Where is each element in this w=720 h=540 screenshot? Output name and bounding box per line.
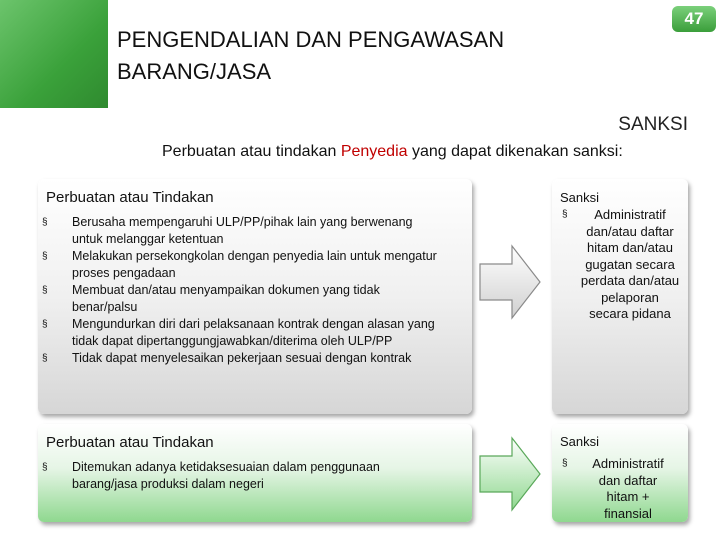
sanction-list-1 xyxy=(562,207,680,323)
section-subtitle: SANKSI xyxy=(618,114,688,135)
intro-before: Perbuatan atau tindakan xyxy=(162,143,341,160)
intro-highlight: Penyedia xyxy=(340,143,408,160)
list-item: § Berusaha mempengaruhi ULP/PP/pihak lain yang berwenang untuk melanggar ketentuan xyxy=(42,215,413,246)
bullet-icon: § xyxy=(562,209,568,220)
bullet-icon: § xyxy=(42,251,48,262)
list-item: § Administratif dan daftar hitam + finansial xyxy=(562,456,664,521)
decorative-green-bar xyxy=(0,0,108,108)
bullet-icon: § xyxy=(562,458,568,469)
intro-after: yang dapat dikenakan sanksi: xyxy=(407,143,623,160)
list-item: § Mengundurkan diri dari pelaksanaan kontrak dengan alasan yang tidak dapat dipertanggungjawabkan/diterima oleh ULP/PP xyxy=(42,317,435,348)
actions-panel-1-heading: Perbuatan atau Tindakan xyxy=(46,189,214,206)
intro-text xyxy=(162,143,623,161)
actions-list-2 xyxy=(42,459,442,493)
actions-list-1 xyxy=(42,214,442,367)
arrow-right-icon xyxy=(476,242,544,322)
list-item: § Ditemukan adanya ketidaksesuaian dalam penggunaan barang/jasa produksi dalam negeri xyxy=(42,460,380,491)
sanction-panel-1-heading: Sanksi xyxy=(560,190,600,205)
sanction-list-2 xyxy=(562,456,674,522)
bullet-icon: § xyxy=(42,462,48,473)
bullet-icon: § xyxy=(42,217,48,228)
page-number-badge: 47 xyxy=(672,6,716,32)
actions-panel-2-heading: Perbuatan atau Tindakan xyxy=(46,434,214,451)
arrow-right-icon xyxy=(476,434,544,514)
bullet-icon: § xyxy=(42,319,48,330)
bullet-icon: § xyxy=(42,353,48,364)
bullet-icon: § xyxy=(42,285,48,296)
list-item: § Administratif dan/atau daftar hitam dan/atau gugatan secara perdata dan/atau pelaporan secara pidana xyxy=(562,207,680,321)
list-item: § Tidak dapat menyelesaikan pekerjaan sesuai dengan kontrak xyxy=(42,351,412,365)
slide-title: PENGENDALIAN DAN PENGAWASAN BARANG/JASA xyxy=(117,27,505,84)
sanction-panel-2-heading: Sanksi xyxy=(560,434,600,449)
list-item: § Membuat dan/atau menyampaikan dokumen yang tidak benar/palsu xyxy=(42,283,380,314)
list-item: § Melakukan persekongkolan dengan penyedia lain untuk mengatur proses pengadaan xyxy=(42,249,437,280)
